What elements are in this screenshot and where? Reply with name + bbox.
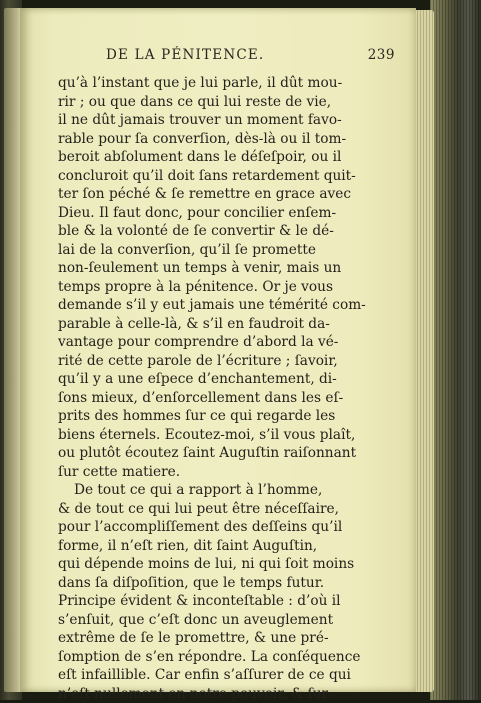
text-line: n’eſt nullement en notre pouvoir, & ſur xyxy=(58,685,403,703)
text-line: De tout ce qui a rapport à l’homme, xyxy=(58,481,403,500)
text-line: non-ſeulement un temps à venir, mais un xyxy=(58,259,403,278)
text-line: lai de la converſion, qu’il ſe promette xyxy=(58,241,403,260)
text-line: parable à celle-là, & s’il en faudroit da- xyxy=(58,315,403,334)
text-line: vantage pour comprendre d’abord la vé- xyxy=(58,333,403,352)
text-line: ou plutôt écoutez ſaint Auguſtin raiſonnant xyxy=(58,444,403,463)
text-line: & de tout ce qui lui peut être néceſſaire, xyxy=(58,500,403,519)
text-line: rable pour ſa converſion, dès-là ou il tom- xyxy=(58,130,403,149)
text-line: rité de cette parole de l’écriture ; ſavoir, xyxy=(58,352,403,371)
text-line: qu’il y a une eſpece d’enchantement, di- xyxy=(58,370,403,389)
text-line: demande s’il y eut jamais une témérité com- xyxy=(58,296,403,315)
text-line: eſt infaillible. Car enfin s’aſſurer de ce qui xyxy=(58,666,403,685)
text-line: temps propre à la pénitence. Or je vous xyxy=(58,278,403,297)
text-line: extrême de ſe le promettre, & une pré- xyxy=(58,629,403,648)
text-line: ſons mieux, d’enſorcellement dans les eſ- xyxy=(58,389,403,408)
text-line: concluroit qu’il doit ſans retardement quit- xyxy=(58,167,403,186)
page-number: 239 xyxy=(368,47,395,63)
text-line: il ne dût jamais trouver un moment favo- xyxy=(58,111,403,130)
text-line: biens éternels. Ecoutez-moi, s’il vous plaît, xyxy=(58,426,403,445)
text-line: qu’à l’instant que je lui parle, il dût mou- xyxy=(58,74,403,93)
text-line: forme, il n’eſt rien, dit ſaint Auguſtin, xyxy=(58,537,403,556)
header-title: DE LA PÉNITENCE. xyxy=(106,47,264,63)
text-line: s’enſuit, que c’eſt donc un aveuglement xyxy=(58,611,403,630)
text-line: ter ſon péché & ſe remettre en grace avec xyxy=(58,185,403,204)
text-line: qui dépende moins de lui, ni qui ſoit moins xyxy=(58,555,403,574)
text-line: ſomption de s’en répondre. La conſéquence xyxy=(58,648,403,667)
text-line: ſur cette matiere. xyxy=(58,463,403,482)
text-line: ble & la volonté de ſe convertir & le dé- xyxy=(58,222,403,241)
book-cover-right xyxy=(430,0,481,700)
body-text xyxy=(58,74,403,703)
text-line: pour l’accompliſſement des deſſeins qu’il xyxy=(58,518,403,537)
text-line: rir ; ou que dans ce qui lui reste de vie, xyxy=(58,93,403,112)
text-line: dans ſa diſpoſition, que le temps futur. xyxy=(58,574,403,593)
text-line: Dieu. Il faut donc, pour concilier enſem- xyxy=(58,204,403,223)
text-line: beroit abſolument dans le déſeſpoir, ou il xyxy=(58,148,403,167)
running-header xyxy=(60,47,405,69)
text-line: prits des hommes ſur ce qui regarde les xyxy=(58,407,403,426)
text-line: Principe évident & inconteſtable : d’où il xyxy=(58,592,403,611)
